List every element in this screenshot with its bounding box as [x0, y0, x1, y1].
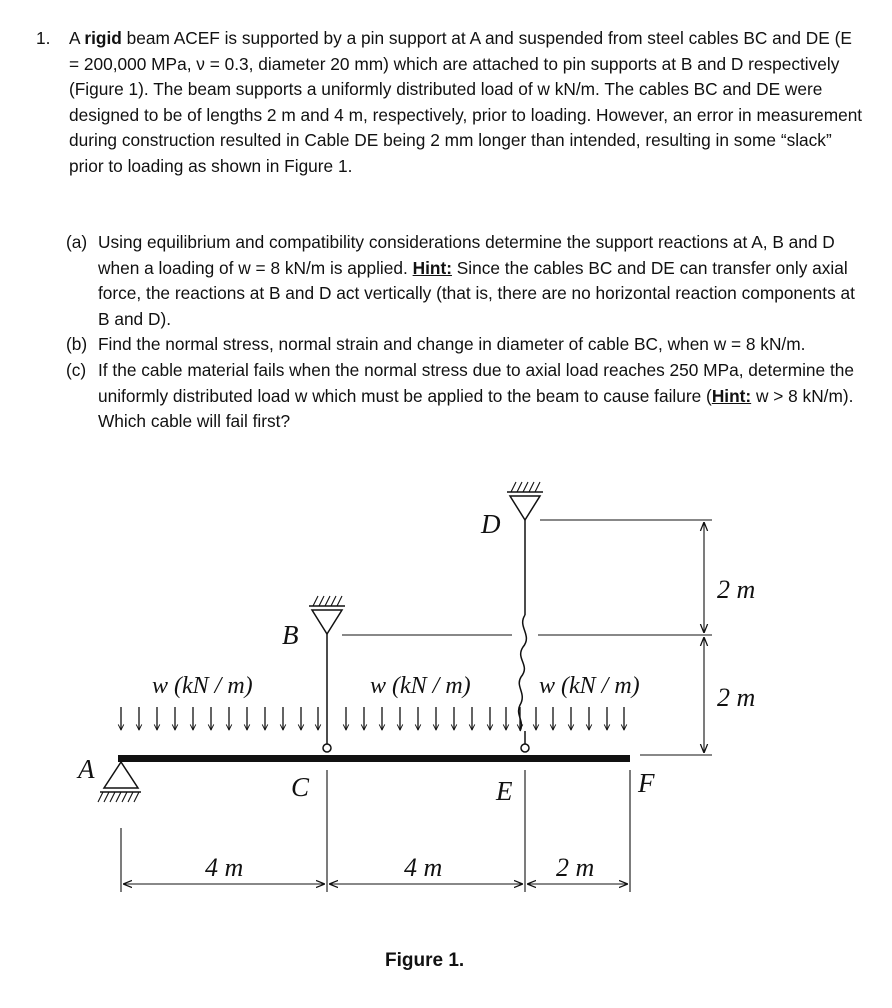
reference-lines [121, 520, 712, 892]
load-arrows-ce [346, 707, 520, 730]
part-c-label: (c) [66, 359, 87, 380]
cable-bc [323, 634, 331, 752]
label-f: F [638, 768, 655, 798]
dim-upper: 2 m [717, 575, 756, 604]
part-c-text-2: w > 8 kN/m). Which cable will fail first? [98, 385, 854, 432]
problem-bold-rigid: rigid [84, 28, 122, 48]
load-arrows-ef [536, 707, 624, 730]
problem-number: 1. [36, 28, 51, 48]
load-label-ef: w (kN / m) [539, 673, 640, 699]
beam-acef [118, 755, 630, 762]
pin-support-a [98, 762, 141, 802]
problem-text-1: A [69, 28, 85, 48]
part-a-text-2: Since the cables BC and DE can transfer only axial force, the reactions at B and D act vertically (that is, there are no horizontal reaction components at B and D). [98, 257, 855, 329]
dimension-arrows [123, 522, 704, 884]
problem-text-2: beam ACEF is supported by a pin support at A and suspended from steel cables BC and DE (E = 200,000 MPa, ν = 0.3, diameter 20 mm) which are attached to pin supports at B and D respectively (Figure 1). The beam supports a uniformly distributed load of w kN/m. The cables BC and DE were designed to be of lengths 2 m and 4 m, respectively, prior to loading. However, an error in measurement during construction resulted in Cable DE being 2 mm longer than intended, resulting in some “slack” prior to loading as shown in Figure 1. [69, 28, 863, 176]
dim-ef: 2 m [556, 853, 595, 882]
part-a-label: (a) [66, 232, 88, 252]
part-a-hint: Hint: [412, 257, 452, 278]
label-b: B [282, 620, 299, 650]
dim-lower: 2 m [717, 683, 756, 712]
label-e: E [496, 776, 513, 806]
part-c-hint: Hint: [711, 385, 752, 406]
pin-support-b [309, 596, 345, 634]
load-label-ce: w (kN / m) [370, 673, 471, 699]
label-a: A [78, 754, 95, 784]
load-label-ac: w (kN / m) [152, 673, 253, 699]
label-c: C [291, 772, 310, 802]
figure-caption: Figure 1. [385, 950, 465, 971]
dim-ce: 4 m [404, 853, 443, 882]
label-d: D [481, 509, 501, 539]
part-b-text: Find the normal stress, normal strain and change in diameter of cable BC, when w = 8 kN/m. [98, 334, 806, 355]
pin-support-d [507, 482, 543, 520]
cable-de [519, 520, 529, 752]
part-c-text-1: If the cable material fails when the normal stress due to axial load reaches 250 MPa, determine the uniformly distributed load w which must be applied to the beam to cause failure ( [98, 359, 854, 406]
part-a-text-1: Using equilibrium and compatibility considerations determine the support reactions at A, B and D when a loading of w = 8 kN/m is applied. [98, 232, 835, 278]
dim-ac: 4 m [205, 853, 244, 882]
part-b-label: (b) [66, 334, 88, 355]
load-arrows-ac [121, 707, 318, 730]
